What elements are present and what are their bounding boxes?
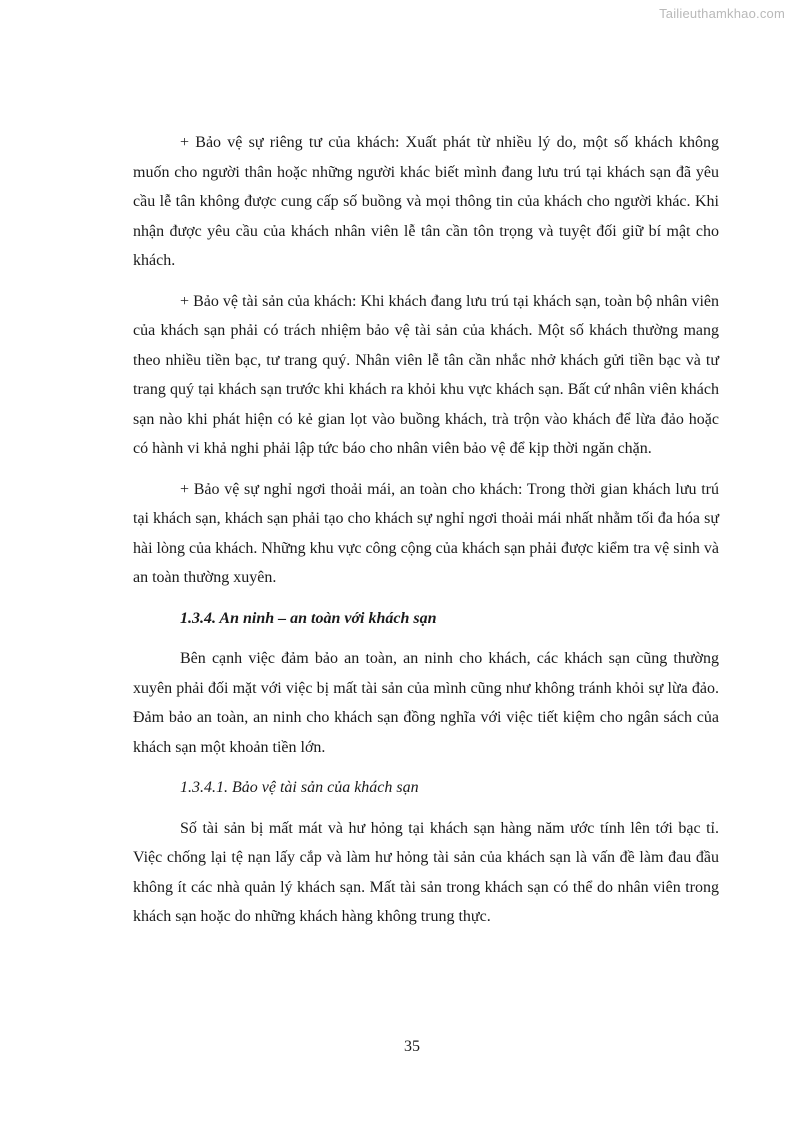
page-number: 35 [404, 1038, 420, 1055]
paragraph-hotel-property-loss: Số tài sản bị mất mát và hư hỏng tại khách sạn hàng năm ước tính lên tới bạc tỉ. Việc chống lại tệ nạn lấy cắp và làm hư hỏng tài sản của khách sạn là vấn đề làm đau đầu không ít các nhà quản lý khách sạn. Mất tài sản trong khách sạn có thể do nhân viên trong khách sạn hoặc do những khách hàng không trung thực. [133, 819, 719, 925]
paragraph-guest-rest-safety: + Bảo vệ sự nghỉ ngơi thoải mái, an toàn cho khách: Trong thời gian khách lưu trú tại khách sạn, khách sạn phải tạo cho khách sự nghỉ ngơi thoải mái nhất nhằm tối đa hóa sự hài lòng của khách. Những khu vực công cộng của khách sạn phải được kiểm tra vệ sinh và an toàn thường xuyên. [133, 480, 719, 586]
section-heading-1-3-4: 1.3.4. An ninh – an toàn với khách sạn [180, 609, 437, 627]
paragraph-guest-privacy: + Bảo vệ sự riêng tư của khách: Xuất phát từ nhiều lý do, một số khách không muốn cho người thân hoặc những người khác biết mình đang lưu trú tại khách sạn đã yêu cầu lễ tân không được cung cấp số buồng và mọi thông tin của khách cho người khác. Khi nhận được yêu cầu của khách nhân viên lễ tân cần tôn trọng và tuyệt đối giữ bí mật cho khách. [133, 134, 719, 269]
section-heading-1-3-4-1: 1.3.4.1. Bảo vệ tài sản của khách sạn [180, 779, 419, 796]
paragraph-guest-property: + Bảo vệ tài sản của khách: Khi khách đang lưu trú tại khách sạn, toàn bộ nhân viên của khách sạn phải có trách nhiệm bảo vệ tài sản của khách. Một số khách thường mang theo nhiều tiền bạc, tư trang quý. Nhân viên lễ tân cần nhắc nhở khách gửi tiền bạc và tư trang quý tại khách sạn trước khi khách ra khỏi khu vực khách sạn. Bất cứ nhân viên khách sạn nào khi phát hiện có kẻ gian lọt vào buồng khách, trà trộn vào khách để lừa đảo hoặc có hành vi khả nghi phải lập tức báo cho nhân viên bảo vệ để kịp thời ngăn chặn. [133, 292, 719, 457]
watermark: Tailieuthamkhao.com [659, 6, 785, 21]
page-body [133, 128, 719, 932]
paragraph-hotel-security: Bên cạnh việc đảm bảo an toàn, an ninh cho khách, các khách sạn cũng thường xuyên phải đối mặt với việc bị mất tài sản của mình cũng như không tránh khỏi sự lừa đảo. Đảm bảo an toàn, an ninh cho khách sạn đồng nghĩa với việc tiết kiệm cho ngân sách của khách sạn một khoản tiền lớn. [133, 650, 719, 756]
